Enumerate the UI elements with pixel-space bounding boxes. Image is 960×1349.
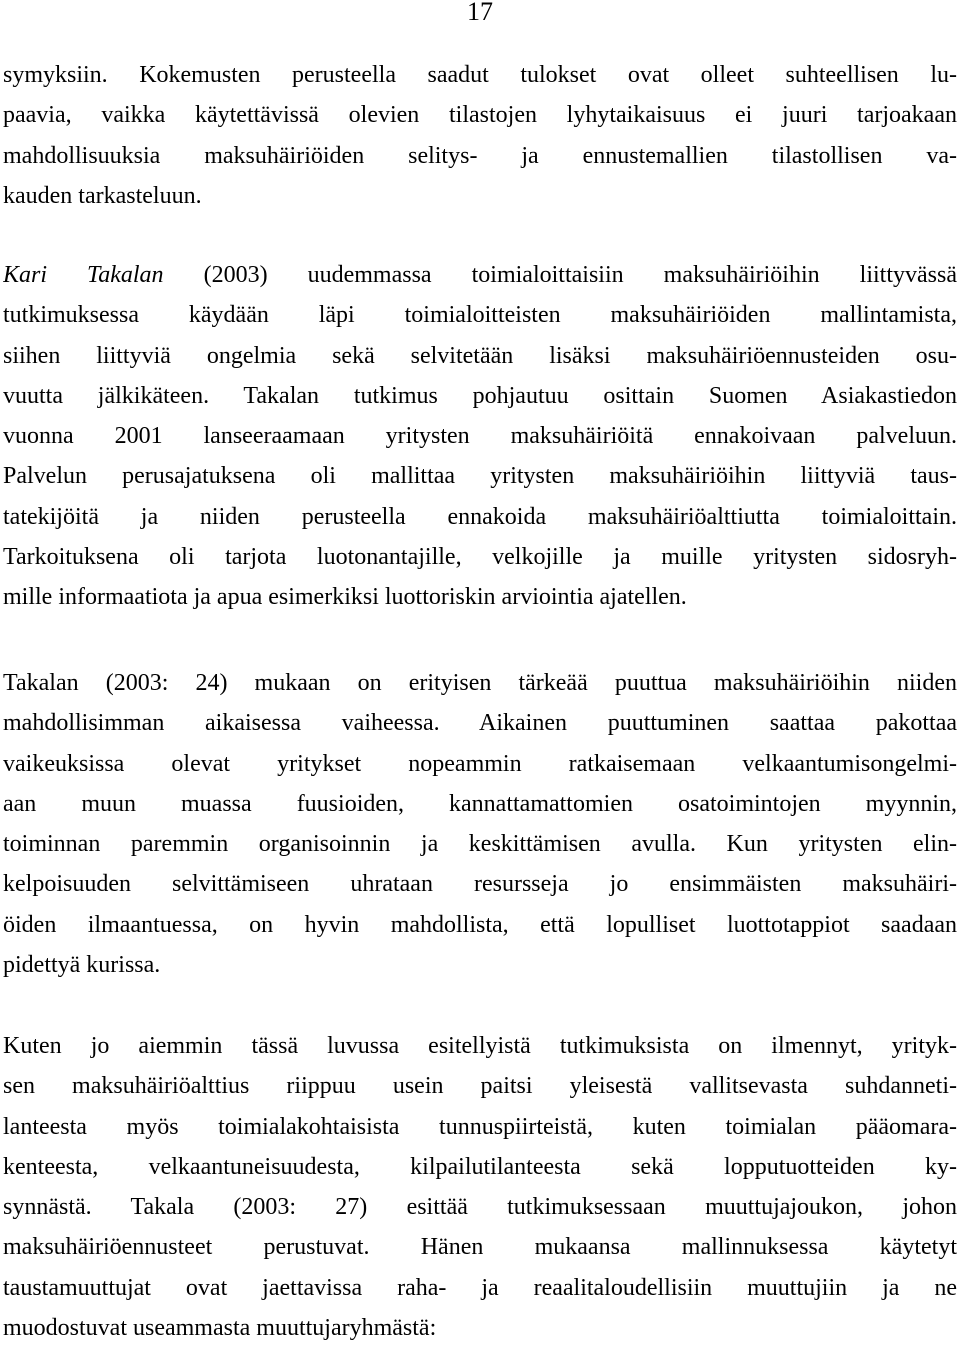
- text-line: Takalan (2003: 24) mukaan on erityisen tärkeää puuttua maksuhäiriöihin niiden: [3, 670, 957, 696]
- text-line: Kuten jo aiemmin tässä luvussa esitellyistä tutkimuksista on ilmennyt, yrityk-: [3, 1033, 957, 1059]
- text-line: maksuhäiriöennusteet perustuvat. Hänen mukaansa mallinnuksessa käytetyt: [3, 1234, 957, 1261]
- text-line: vuutta jälkikäteen. Takalan tutkimus pohjautuu osittain Suomen Asiakastiedon: [3, 382, 957, 409]
- text-line: kauden tarkasteluun.: [3, 182, 202, 209]
- text-line: [3, 255, 957, 295]
- text-line: synnästä. Takala (2003: 27) esittää tutkimuksessaan muuttujajoukon, johon: [3, 1194, 957, 1221]
- text-line: vaikeuksissa olevat yritykset nopeammin ratkaisemaan velkaantumisongelmi-: [3, 750, 957, 777]
- text-line: vuonna 2001 lanseeraamaan yritysten maksuhäiriöitä ennakoivaan palveluun.: [3, 423, 957, 450]
- paragraph: [3, 1026, 957, 1348]
- text-line: muodostuvat useammasta muuttujaryhmästä:: [3, 1315, 437, 1342]
- text-line: Tarkoituksena oli tarjota luotonantajille, velkojille ja muille yritysten sidosryh-: [3, 544, 957, 571]
- text-line: siihen liittyviä ongelmia sekä selvitetään lisäksi maksuhäiriöennusteiden osu-: [3, 342, 957, 369]
- text-line: symyksiin. Kokemusten perusteella saadut tulokset ovat olleet suhteellisen lu-: [3, 62, 957, 88]
- text-line: mille informaatiota ja apua esimerkiksi luottoriskin arviointia ajatellen.: [3, 584, 687, 611]
- text-line: pidettyä kurissa.: [3, 952, 161, 979]
- text-line: kelpoisuuden selvittämiseen uhrataan resursseja jo ensimmäisten maksuhäiri-: [3, 871, 957, 898]
- text-line-rest: (2003) uudemmassa toimialoittaisiin maksuhäiriöihin liittyvässä: [163, 262, 957, 288]
- text-line: lanteesta myös toimialakohtaisista tunnuspiirteistä, kuten toimialan pääomara-: [3, 1113, 957, 1140]
- text-line: taustamuuttujat ovat jaettavissa raha- ja reaalitaloudellisiin muuttujiin ja ne: [3, 1274, 957, 1301]
- text-line: mahdollisuuksia maksuhäiriöiden selitys- ja ennustemallien tilastollisen va-: [3, 142, 957, 169]
- text-line: aan muun muassa fuusioiden, kannattamattomien osatoimintojen myynnin,: [3, 790, 957, 817]
- paragraph: [3, 55, 957, 216]
- text-line: sen maksuhäiriöalttius riippuu usein paitsi yleisestä vallitsevasta suhdanneti-: [3, 1073, 957, 1100]
- paragraph: [3, 663, 957, 985]
- paragraph: [3, 255, 957, 618]
- text-line: Palvelun perusajatuksena oli mallittaa yritysten maksuhäiriöihin liittyviä taus-: [3, 463, 957, 490]
- text-line: toiminnan paremmin organisoinnin ja keskittämisen avulla. Kun yritysten elin-: [3, 831, 957, 858]
- text-line: tutkimuksessa käydään läpi toimialoitteisten maksuhäiriöiden mallintamista,: [3, 302, 957, 329]
- text-line: kenteesta, velkaantuneisuudesta, kilpailutilanteesta sekä lopputuotteiden ky-: [3, 1153, 957, 1180]
- author-name: Kari Takalan: [3, 262, 164, 288]
- text-line: öiden ilmaantuessa, on hyvin mahdollista, että lopulliset luottotappiot saadaan: [3, 911, 957, 938]
- text-line: tatekijöitä ja niiden perusteella ennakoida maksuhäiriöalttiutta toimialoittain.: [3, 503, 957, 530]
- text-line: mahdollisimman aikaisessa vaiheessa. Aikainen puuttuminen saattaa pakottaa: [3, 710, 957, 737]
- text-line: paavia, vaikka käytettävissä olevien tilastojen lyhytaikaisuus ei juuri tarjoakaan: [3, 102, 957, 129]
- page-number: 17: [467, 0, 493, 26]
